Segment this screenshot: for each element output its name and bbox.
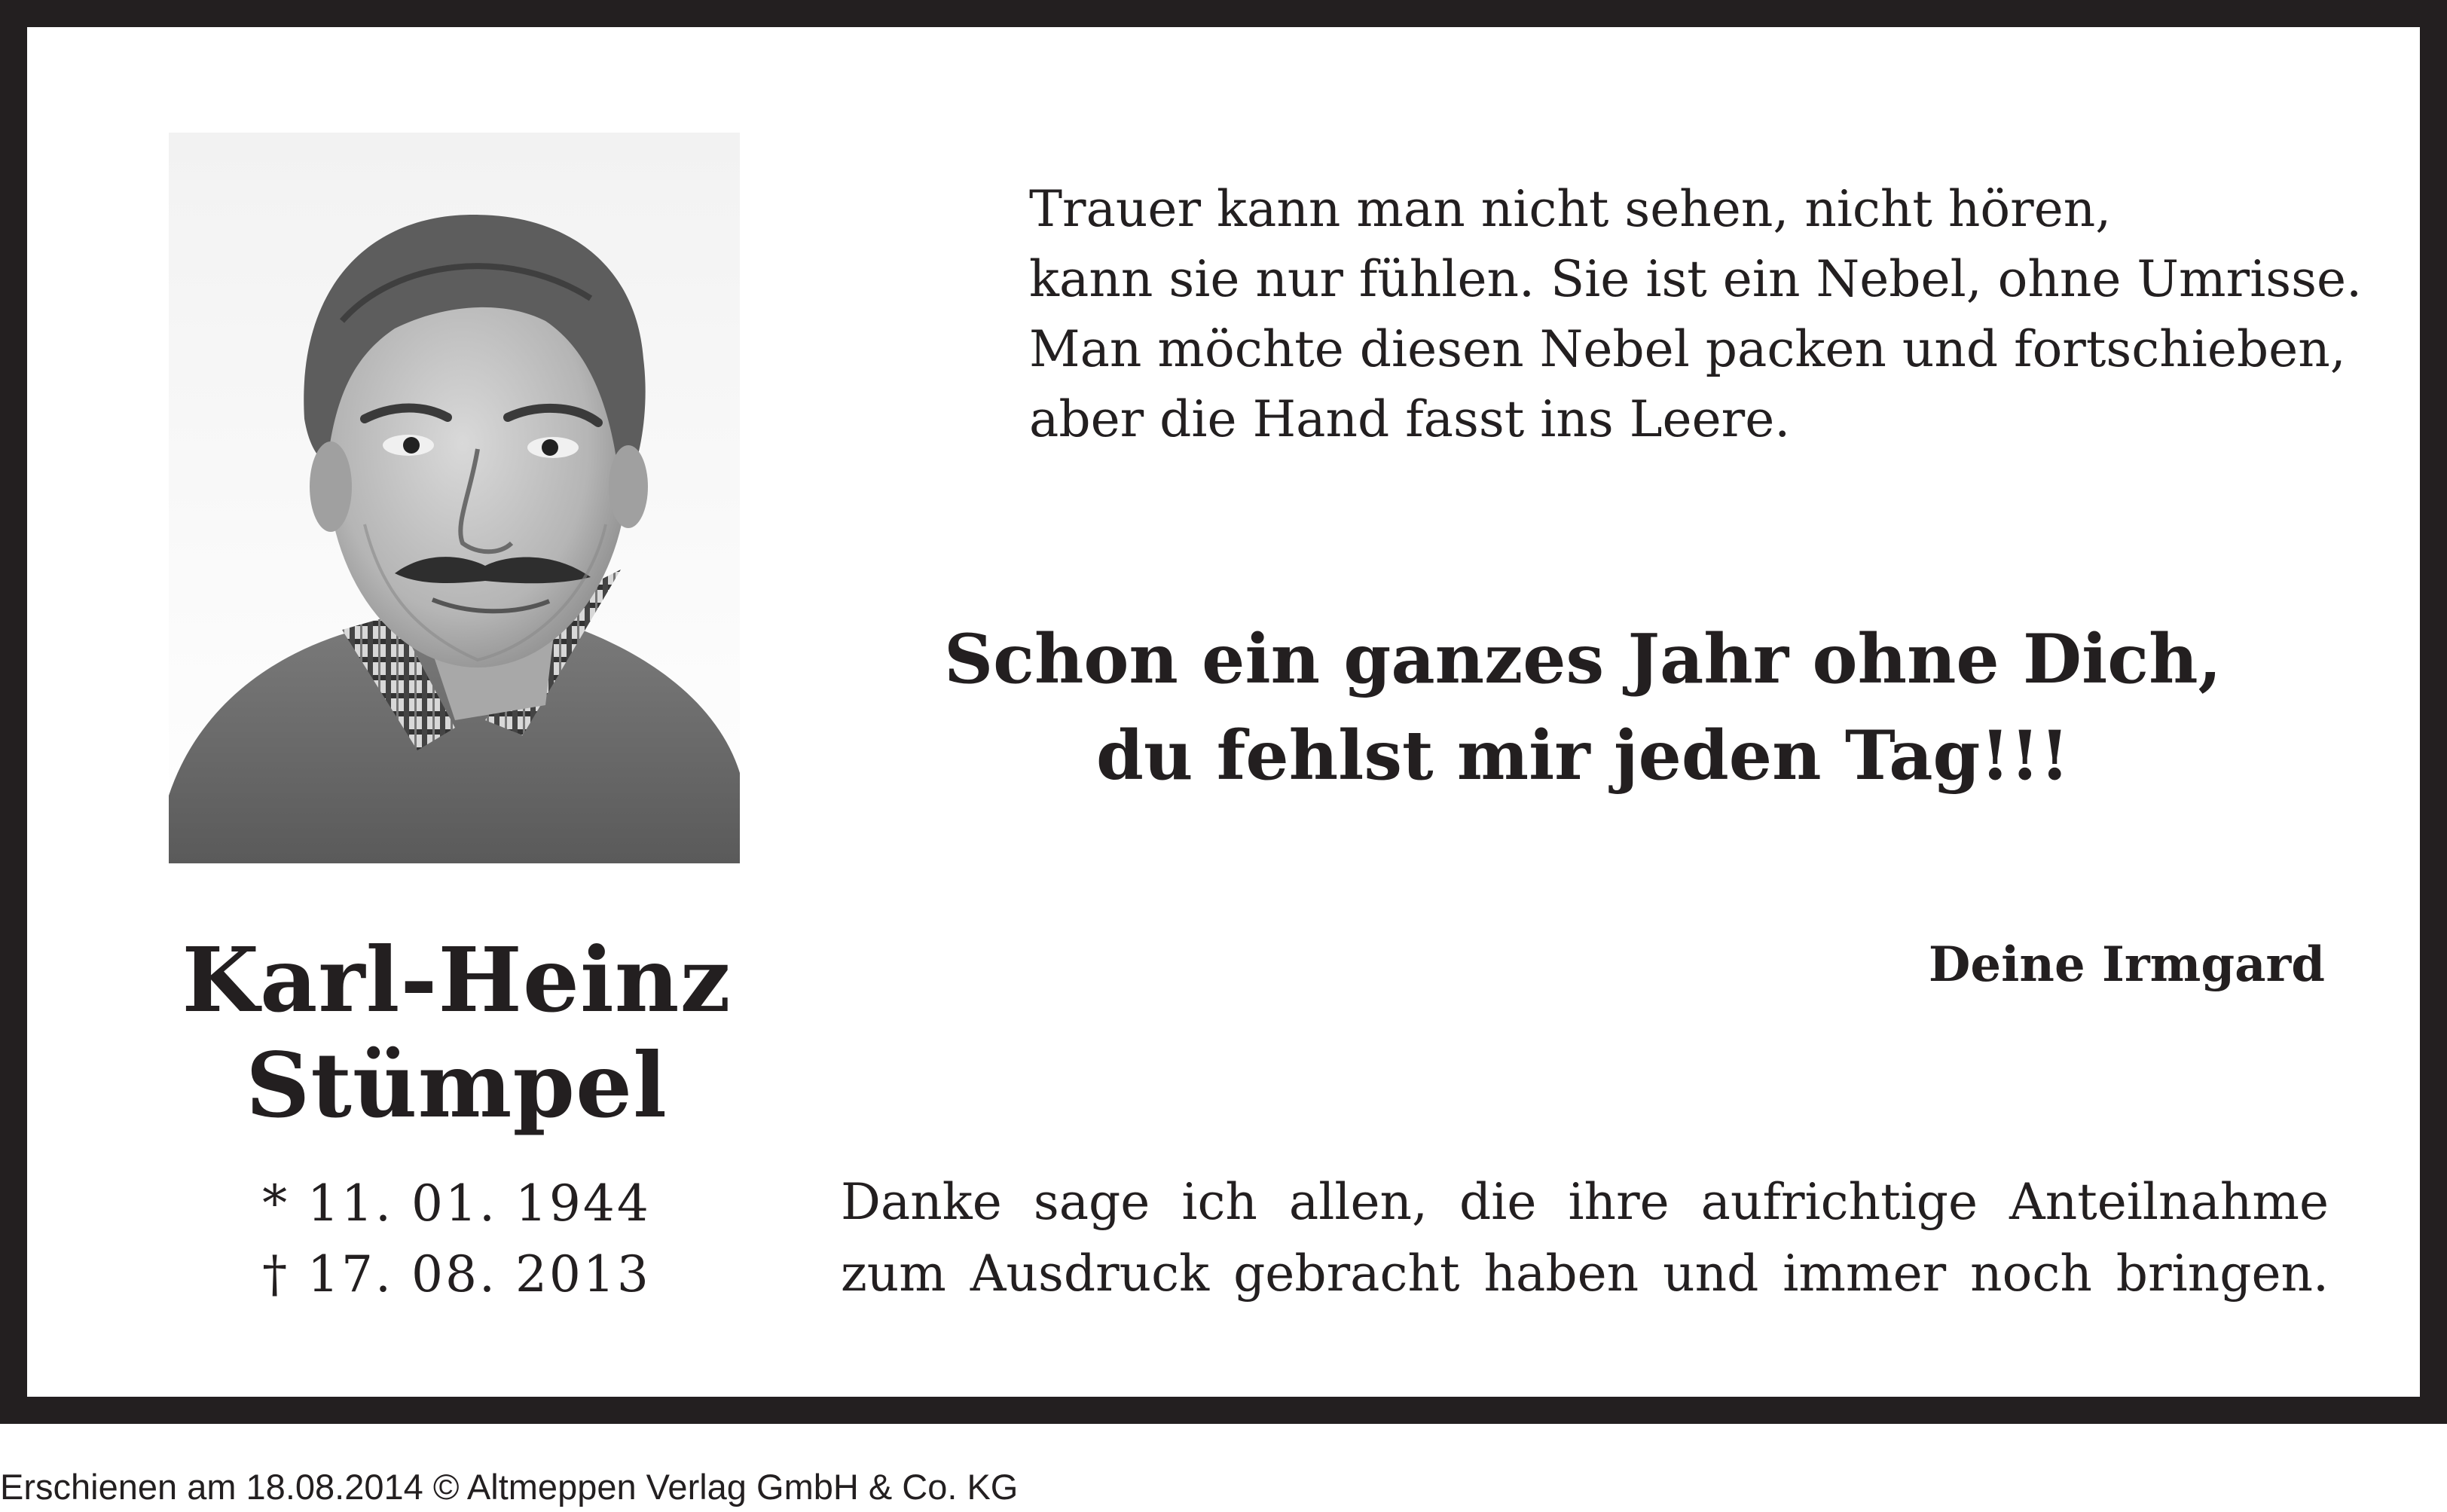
poem-line: kann sie nur fühlen. Sie ist ein Nebel, ohne Umrisse. — [1029, 250, 2363, 308]
first-name: Karl-Heinz — [182, 927, 732, 1032]
poem-line: Man möchte diesen Nebel packen und fortschieben, — [1029, 320, 2346, 378]
headline-message — [901, 611, 2265, 804]
thanks-line: zum Ausdruck gebracht haben und immer noch bringen. — [841, 1245, 2329, 1303]
portrait-photo — [169, 133, 740, 863]
poem-line: aber die Hand fasst ins Leere. — [1029, 390, 1791, 448]
signature: Deine Irmgard — [1928, 936, 2325, 993]
publication-footer: Erschienen am 18.08.2014 © Altmeppen Verlag GmbH & Co. KG — [0, 1467, 1019, 1507]
death-date: † 17. 08. 2013 — [262, 1245, 651, 1303]
poem-text — [1029, 174, 2363, 454]
headline-line: Schon ein ganzes Jahr ohne Dich, — [944, 619, 2222, 699]
last-name: Stümpel — [246, 1033, 668, 1138]
thanks-line: Danke sage ich allen, die ihre aufrichtige Anteilnahme — [841, 1173, 2329, 1231]
birth-date: * 11. 01. 1944 — [262, 1174, 651, 1233]
poem-line: Trauer kann man nicht sehen, nicht hören, — [1029, 180, 2112, 238]
life-dates — [125, 1168, 788, 1310]
headline-line: du fehlst mir jeden Tag!!! — [1096, 716, 2070, 796]
deceased-name — [125, 927, 788, 1138]
thanks-text — [841, 1166, 2329, 1309]
